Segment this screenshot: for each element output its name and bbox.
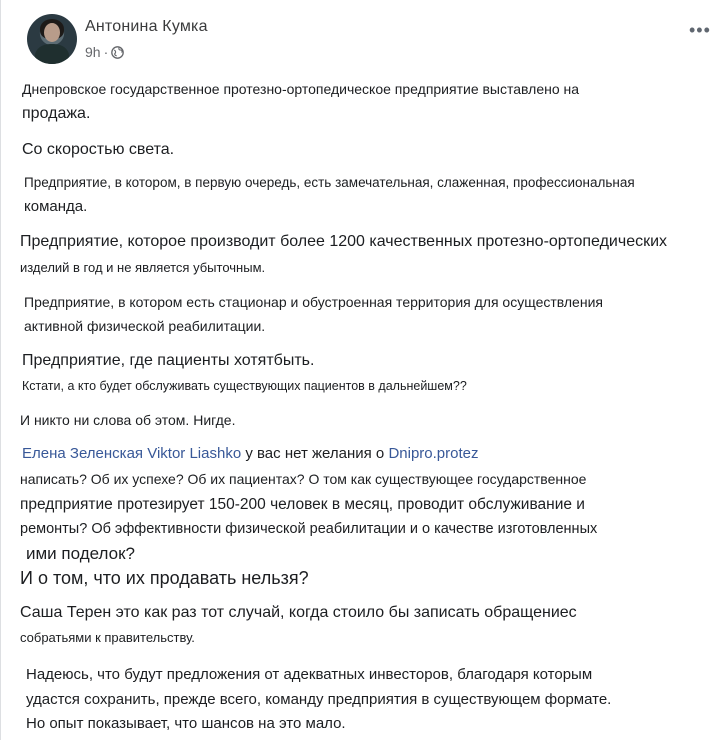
- post-border: [0, 0, 1, 740]
- post-line: Предприятие, в котором, в первую очередь, есть замечательная, слаженная, профессиональная: [24, 175, 635, 190]
- mention-link[interactable]: Елена Зеленская: [22, 445, 144, 462]
- post-line: активной физической реабилитации.: [24, 318, 266, 334]
- mention-link[interactable]: Viktor Liashko: [147, 445, 242, 462]
- post-line: Но опыт показывает, что шансов на это мало.: [26, 715, 346, 732]
- post-line-mentions: [22, 445, 478, 462]
- post-line: Предприятие, в котором есть стационар и обустроенная территория для осуществления: [24, 294, 603, 310]
- post-line: Предприятие, которое производит более 1200 качественных протезно-ортопедических: [20, 233, 668, 250]
- post-time[interactable]: 9h: [85, 44, 101, 60]
- post-line: предприятие протезирует 150-200 человек в месяц, проводит обслуживание и: [20, 496, 585, 513]
- post-line: изделий в год и не является убыточным.: [20, 260, 266, 275]
- avatar-face: [44, 23, 60, 42]
- post-line: ремонты? Об эффективности физической реабилитации и о качестве изготовленных: [20, 521, 598, 537]
- more-options-icon[interactable]: •••: [689, 20, 711, 40]
- post-line: И о том, что их продавать нельзя?: [20, 568, 309, 588]
- mention-text: у вас нет желания о: [245, 445, 385, 462]
- post-line: Предприятие, где пациенты хотятбыть.: [22, 352, 315, 369]
- post-line: написать? Об их успехе? Об их пациентах? О том как существующее государственное: [20, 471, 587, 487]
- post-line: продажа.: [22, 105, 91, 122]
- post-line: собратьями к правительству.: [20, 630, 195, 645]
- post-line: Со скоростью света.: [22, 141, 175, 158]
- post-header: [27, 14, 717, 66]
- post-line: ими поделок?: [26, 544, 135, 563]
- post-meta: [85, 44, 124, 60]
- globe-icon: [111, 46, 124, 59]
- avatar-body: [35, 44, 69, 64]
- post-line: удастся сохранить, прежде всего, команду предприятия в существующем формате.: [26, 691, 612, 708]
- post-line: Надеюсь, что будут предложения от адекватных инвесторов, благодаря которым: [26, 666, 593, 683]
- mention-link[interactable]: Dnipro.protez: [388, 445, 479, 462]
- post-line: Саша Терен это как раз тот случай, когда стоило бы записать обращениес: [20, 604, 577, 621]
- post-line: Днепровское государственное протезно-ортопедическое предприятие выставлено на: [22, 81, 580, 97]
- post-line: И никто ни слова об этом. Нигде.: [20, 412, 236, 428]
- meta-separator: ·: [103, 44, 109, 60]
- avatar[interactable]: [27, 14, 77, 64]
- post-line: команда.: [24, 198, 88, 215]
- post-line: Кстати, а кто будет обслуживать существующих пациентов в дальнейшем??: [22, 379, 467, 393]
- author-name[interactable]: Антонина Кумка: [85, 18, 208, 35]
